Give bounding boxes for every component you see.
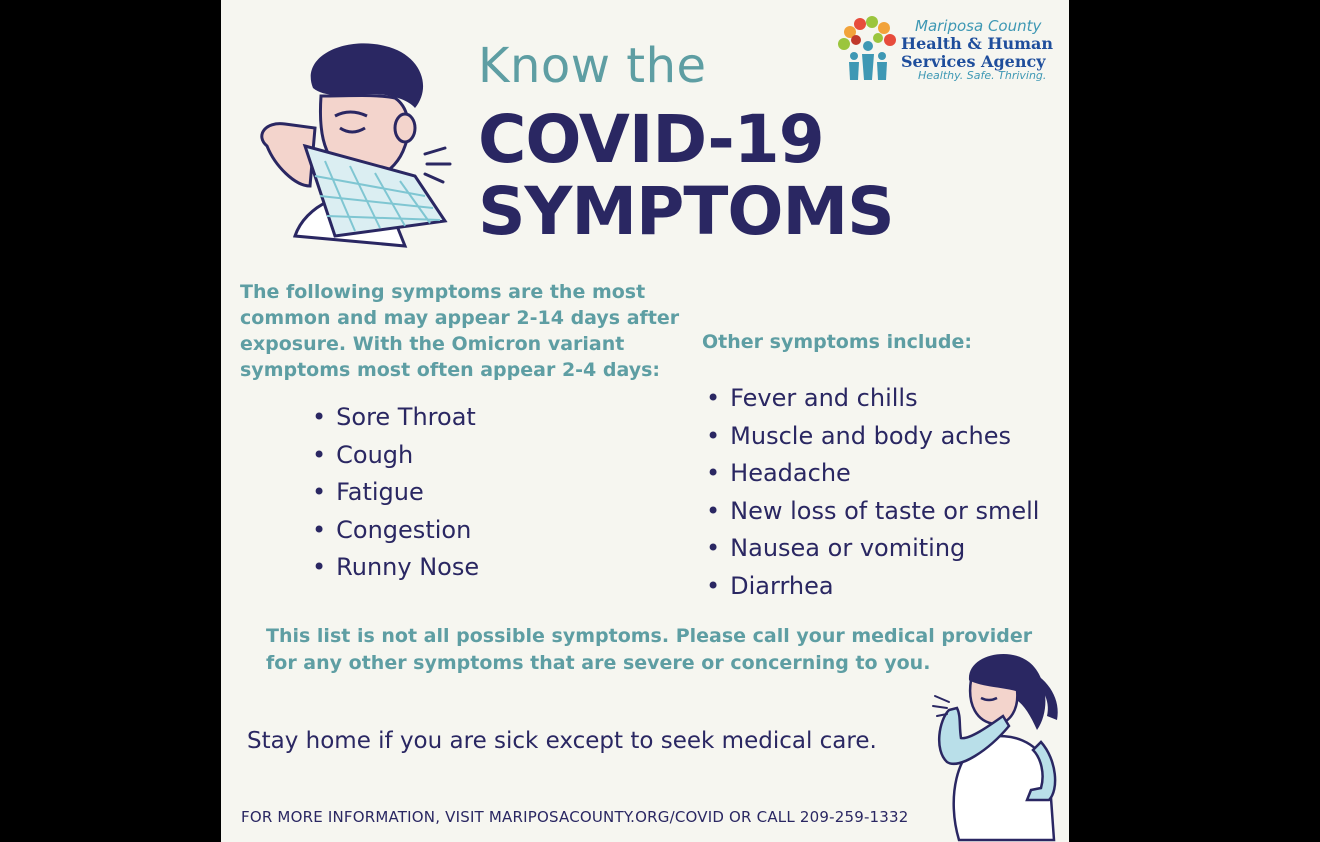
intro-text: The following symptoms are the most common and may appear 2-14 days after exposure. With the Omicron variant symptoms most often appear 2-4 days: <box>240 281 680 381</box>
disclaimer-note: This list is not all possible symptoms. Please call your medical provider for any other symptoms that are severe or concerning to you. <box>266 625 1033 674</box>
other-symptoms-heading: Other symptoms include: <box>702 331 973 353</box>
list-item: • Headache <box>706 455 1039 493</box>
list-item: • Fever and chills <box>706 380 1039 418</box>
list-item: • New loss of taste or smell <box>706 493 1039 531</box>
know-the-heading: Know the <box>478 38 707 94</box>
title-symptoms: SYMPTOMS <box>478 173 894 250</box>
list-item: • Muscle and body aches <box>706 418 1039 456</box>
list-item: • Nausea or vomiting <box>706 530 1039 568</box>
list-item: • Cough <box>312 437 479 475</box>
covid-symptoms-poster <box>221 0 1069 842</box>
list-item: • Fatigue <box>312 474 479 512</box>
agency-logo-icon <box>836 14 900 84</box>
list-item: • Congestion <box>312 512 479 550</box>
title-covid19: COVID-19 <box>478 101 824 178</box>
list-item: • Runny Nose <box>312 549 479 587</box>
logo-name-line1: Health & Human <box>901 34 1054 53</box>
logo-name-line2: Services Agency <box>901 52 1046 71</box>
list-item: • Diarrhea <box>706 568 1039 606</box>
footer-info: FOR MORE INFORMATION, VISIT MARIPOSACOUNTY.ORG/COVID OR CALL 209-259-1332 <box>241 808 909 826</box>
man-sneezing-illustration <box>255 36 455 256</box>
common-symptoms-list <box>312 399 479 587</box>
logo-tagline: Healthy. Safe. Thriving. <box>918 69 1047 82</box>
woman-coughing-illustration <box>929 650 1069 842</box>
stay-home-text: Stay home if you are sick except to seek medical care. <box>247 728 877 754</box>
logo-county: Mariposa County <box>915 17 1042 35</box>
list-item: • Sore Throat <box>312 399 479 437</box>
other-symptoms-list <box>706 380 1039 605</box>
